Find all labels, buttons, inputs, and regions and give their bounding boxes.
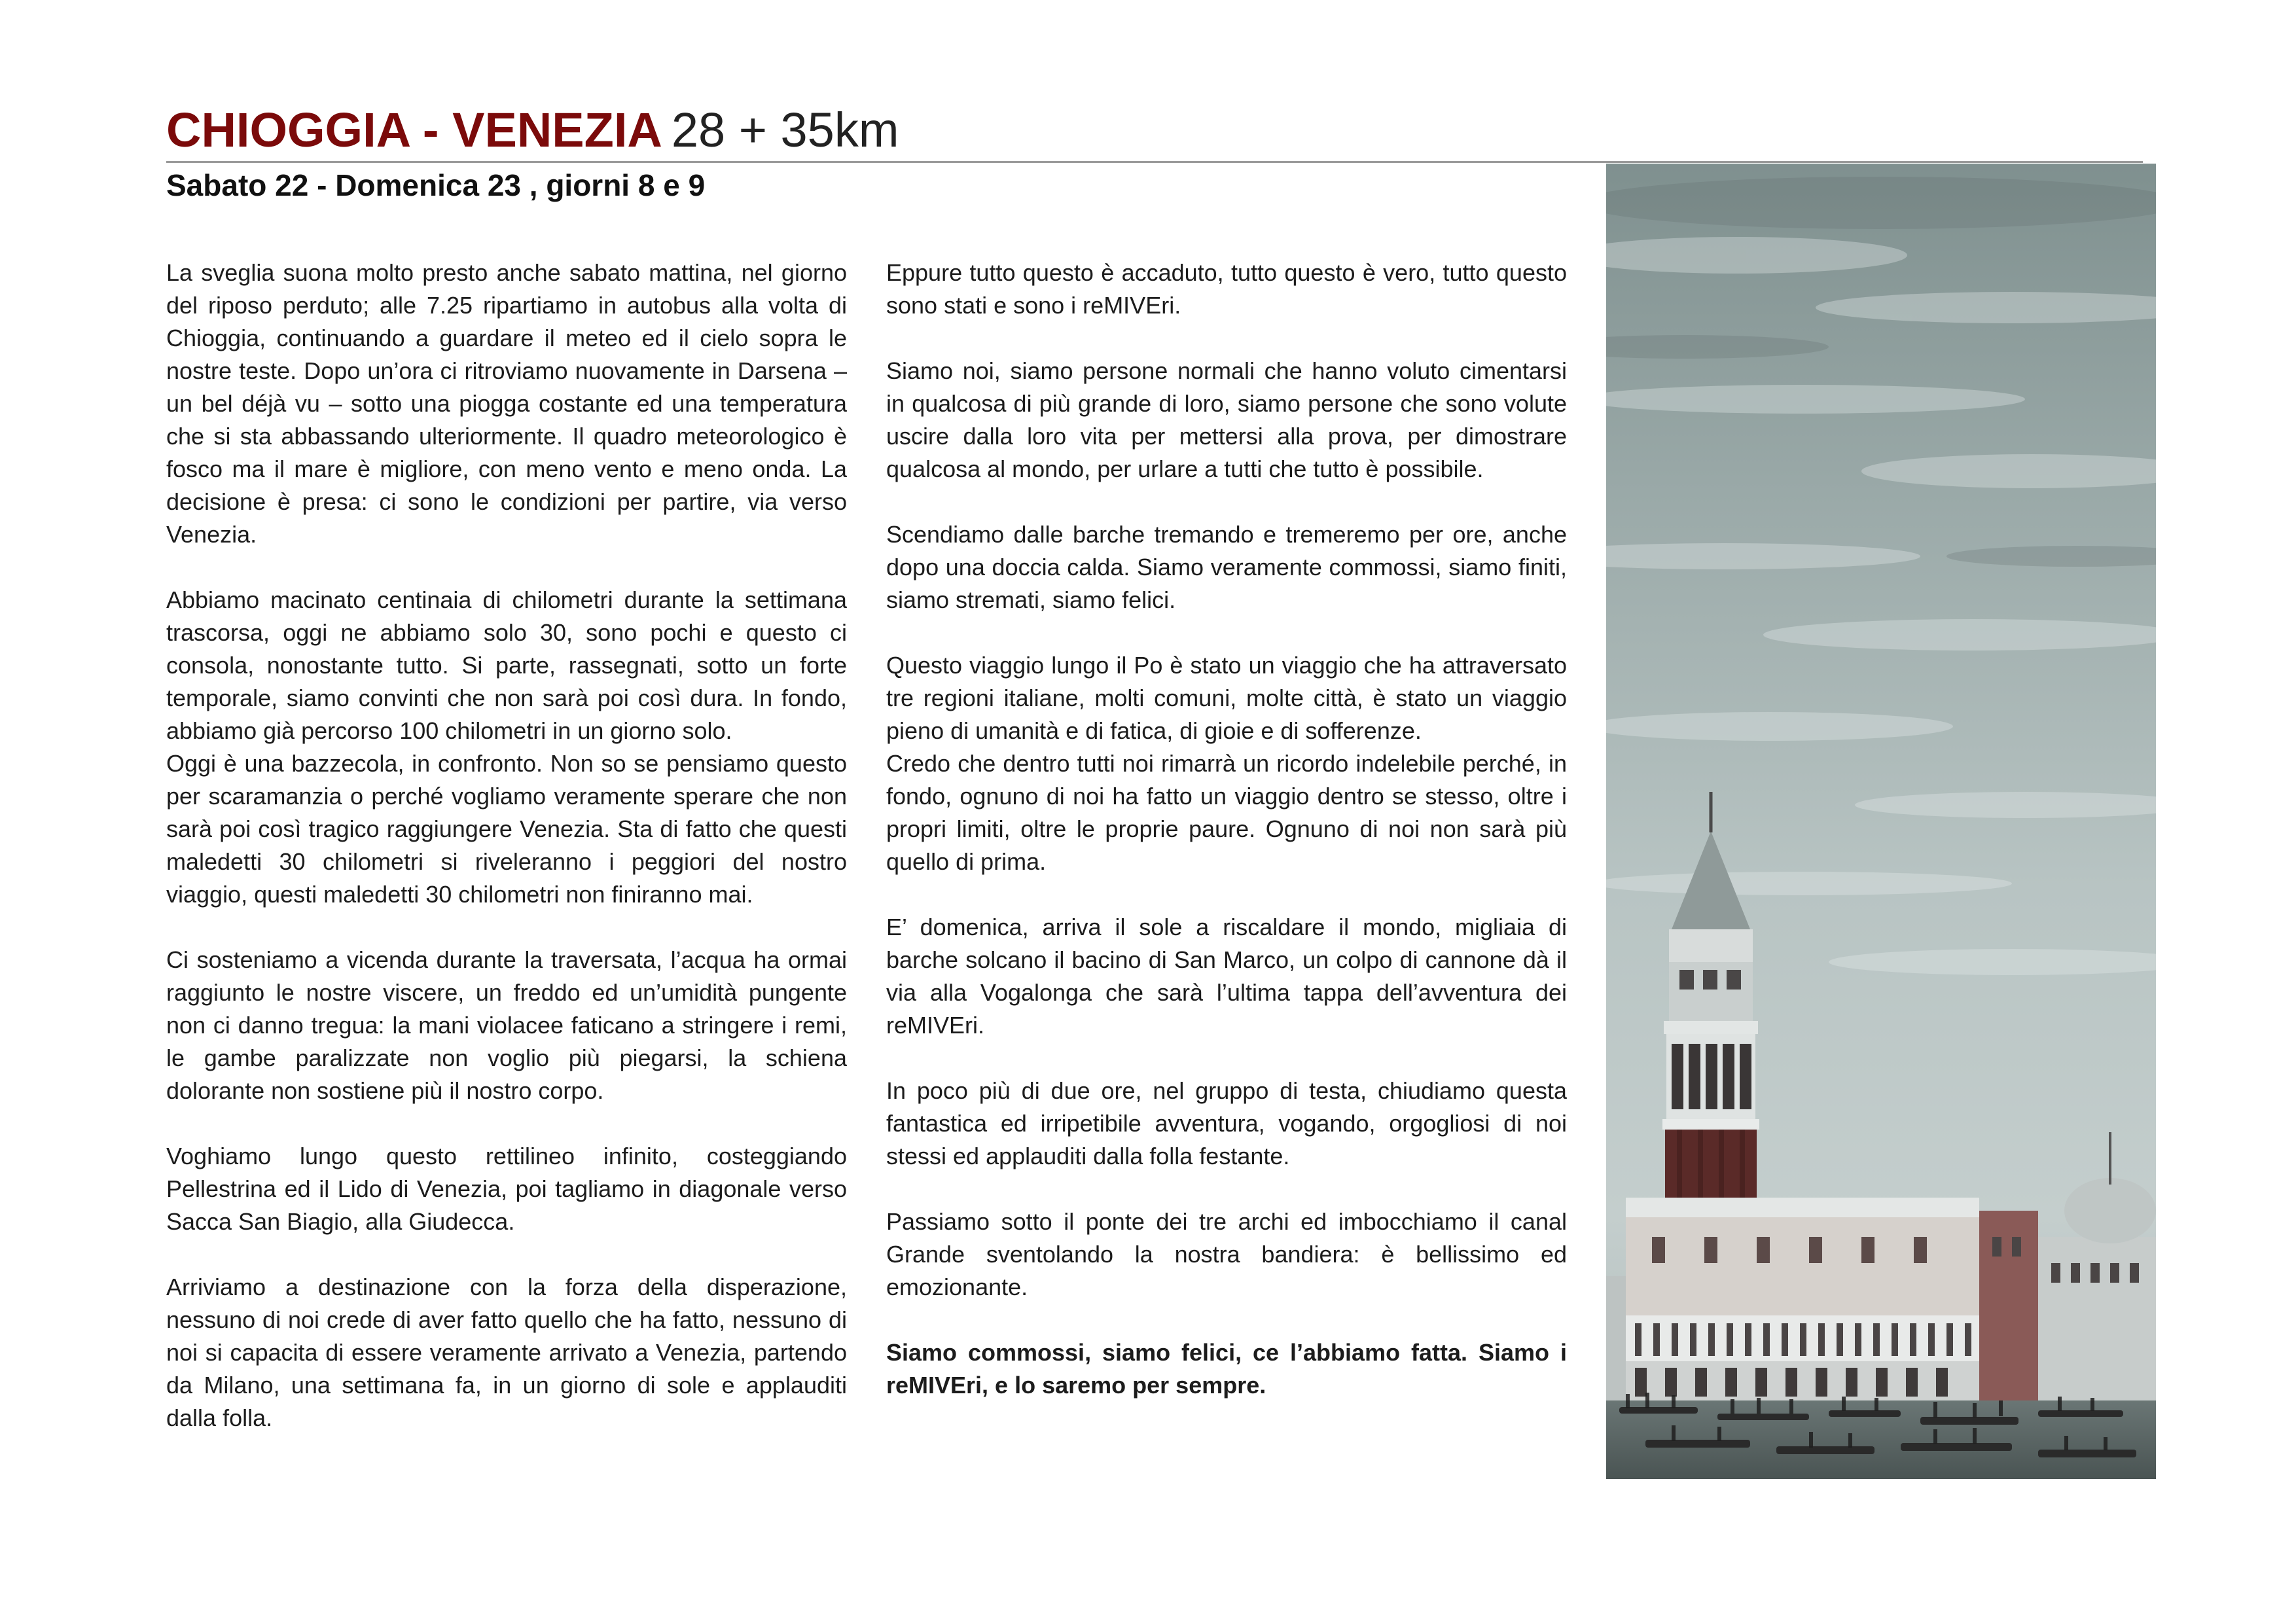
paragraph: Oggi è una bazzecola, in confronto. Non so se pensiamo questo per scaramanzia o perché vogliamo veramente sperare che non sarà poi così tragico raggiungere Venezia. Sta di fatto che questi maledetti 30 chilometri si riveleranno i peggiori del nostro viaggio, questi maledetti 30 chilometri non finiranno mai. — [166, 750, 847, 908]
paragraph: In poco più di due ore, nel gruppo di testa, chiudiamo questa fantastica ed irripetibile avventura, vogando, orgogliosi di noi stessi ed applauditi dalla folla festante. — [886, 1077, 1567, 1169]
paragraph: La sveglia suona molto presto anche sabato mattina, nel giorno del riposo perduto; alle 7.25 ripartiamo in autobus alla volta di Chioggia, continuando a guardare il meteo ed il cielo sopra le nostre teste. Dopo un’ora ci ritroviamo nuovamente in Darsena – un bel déjà vu – sotto una piogga costante ed una temperatura che si sta abbassando ulteriormente. Il quadro meteorologico è fosco ma il mare è migliore, con meno vento e meno onda. La decisione è presa: ci sono le condizioni per partire, via verso Venezia. — [166, 259, 847, 548]
paragraph: Abbiamo macinato centinaia di chilometri durante la settimana trascorsa, oggi ne abbiamo solo 30, sono pochi e questo ci consola, nonostante tutto. Si parte, rassegnati, sotto un forte temporale, siamo convinti che non sarà poi così dura. In fondo, abbiamo già percorso 100 chilometri in un giorno solo. — [166, 586, 847, 744]
text-column-left — [166, 257, 847, 1467]
paragraph: Voghiamo lungo questo rettilineo infinito, costeggiando Pellestrina ed il Lido di Venezia, poi tagliamo in diagonale verso Sacca San Biagio, alla Giudecca. — [166, 1143, 847, 1235]
title-route: CHIOGGIA - VENEZIA — [166, 103, 662, 157]
paragraph: Eppure tutto questo è accaduto, tutto questo è vero, tutto questo sono stati e sono i reMIVEri. — [886, 259, 1567, 319]
venice-skyline-illustration — [1606, 164, 2156, 1479]
paragraph: Siamo noi, siamo persone normali che hanno voluto cimentarsi in qualcosa di più grande di loro, siamo persone che sono volute uscire dalla loro vita per mettersi alla prova, per dimostrare qualcosa al mondo, per urlare a tutti che tutto è possibile. — [886, 357, 1567, 482]
title-divider — [166, 161, 2143, 163]
text-column-middle — [886, 257, 1567, 1435]
paragraph: Credo che dentro tutti noi rimarrà un ricordo indelebile perché, in fondo, ognuno di noi ha fatto un viaggio dentro se stesso, oltre i propri limiti, oltre le proprie paure. Ognuno di noi non sarà più quello di prima. — [886, 750, 1567, 875]
paragraph: Arriviamo a destinazione con la forza della disperazione, nessuno di noi crede di aver fatto quello che ha fatto, nessuno di noi si capacita di essere veramente arrivato a Venezia, partendo da Milano, una settimana fa, in un giorno di sole e applauditi dalla folla. — [166, 1274, 847, 1431]
venice-photo — [1606, 164, 2156, 1479]
paragraph: Scendiamo dalle barche tremando e tremeremo per ore, anche dopo una doccia calda. Siamo veramente commossi, siamo finiti, siamo stremati, siamo felici. — [886, 521, 1567, 613]
page-title — [166, 103, 2143, 156]
paragraph: Passiamo sotto il ponte dei tre archi ed imbocchiamo il canal Grande sventolando la nostra bandiera: è bellissimo ed emozionante. — [886, 1208, 1567, 1300]
doges-palace — [1626, 1198, 1979, 1400]
paragraph: Questo viaggio lungo il Po è stato un viaggio che ha attraversato tre regioni italiane, molti comuni, molte città, è stato un viaggio pieno di umanità e di fatica, di gioie e di sofferenze. — [886, 652, 1567, 744]
paragraph: E’ domenica, arriva il sole a riscaldare il mondo, migliaia di barche solcano il bacino di San Marco, un colpo di cannone dà il via alla Vogalonga che sarà l’ultima tappa dell’avventura dei reMIVEri. — [886, 914, 1567, 1039]
page-subtitle: Sabato 22 - Domenica 23 , giorni 8 e 9 — [166, 168, 706, 202]
closing-paragraph: Siamo commossi, siamo felici, ce l’abbiamo fatta. Siamo i reMIVEri, e lo saremo per sempre. — [886, 1339, 1567, 1399]
page-header — [166, 103, 2143, 202]
paragraph: Ci sosteniamo a vicenda durante la traversata, l’acqua ha ormai raggiunto le nostre viscere, un freddo ed un’umidità pungente non ci danno tregua: la mani violacee faticano a stringere i remi, le gambe paralizzate non voglio più piegarsi, la schiena dolorante non sostiene più il nostro corpo. — [166, 946, 847, 1104]
title-distance: 28 + 35km — [671, 103, 899, 157]
